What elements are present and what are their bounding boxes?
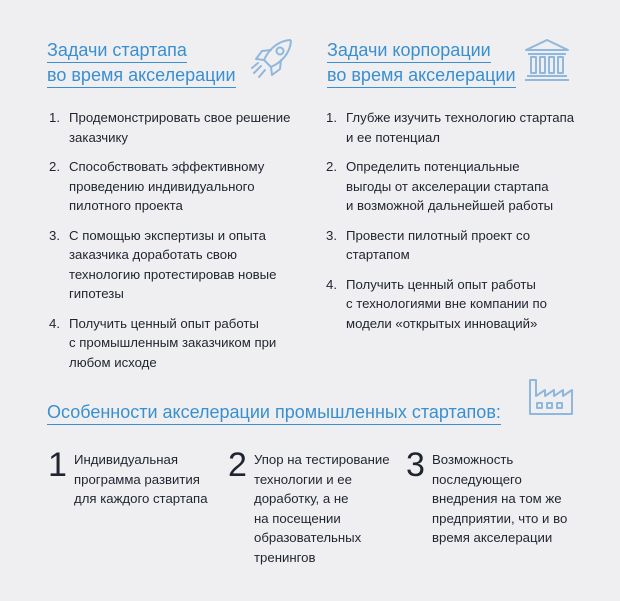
list-item-text: Получить ценный опыт работы с промышленным заказчиком при любом исходе	[69, 315, 277, 370]
feature-item	[406, 448, 567, 548]
feature-text: Индивидуальная программа развития для каждого стартапа	[74, 452, 208, 506]
feature-number: 2	[228, 446, 247, 484]
list-item-text: С помощью экспертизы и опыта заказчика доработать свою технологию протестировав новые гипотезы	[69, 227, 277, 301]
feature-number: 1	[48, 446, 67, 484]
list-item-text: Продемонстрировать свое решение заказчику	[69, 110, 291, 145]
list-item-number: 1.	[49, 110, 60, 125]
list-item-number: 4.	[49, 315, 60, 331]
startup-tasks-title-line-1: Задачи стартапа	[47, 38, 187, 63]
list-item-text: Провести пилотный проект со стартапом	[346, 227, 531, 262]
list-item	[326, 157, 611, 216]
corporation-tasks-title	[327, 38, 516, 88]
list-item-text: Определить потенциальные выгоды от акселерации стартапа и возможной дальнейшей работы	[346, 159, 554, 213]
list-item-number: 1.	[326, 110, 337, 125]
features-title: Особенности акселерации промышленных стартапов:	[47, 400, 501, 425]
list-item-number: 4.	[326, 276, 337, 292]
list-item-text: Получить ценный опыт работы с технологиями вне компании по модели «открытых инноваций»	[346, 276, 547, 331]
list-item-number: 3.	[49, 227, 60, 243]
bank-building-icon	[522, 36, 572, 82]
startup-tasks-title	[47, 38, 236, 88]
list-item	[326, 275, 611, 334]
list-item	[49, 108, 314, 147]
list-item	[326, 108, 611, 147]
list-item	[49, 157, 314, 216]
list-item-text: Способствовать эффективному проведению индивидуального пилотного проекта	[69, 159, 265, 213]
list-item-number: 3.	[326, 227, 337, 243]
feature-item	[48, 448, 208, 509]
feature-number: 3	[406, 446, 425, 484]
startup-tasks-title-line-2: во время акселерации	[47, 63, 236, 88]
list-item	[49, 226, 314, 304]
feature-text: Возможность последующего внедрения на том же предприятии, что и во время акселерации	[432, 452, 568, 545]
rocket-icon	[248, 36, 296, 82]
list-item-number: 2.	[49, 159, 60, 174]
feature-text: Упор на тестирование технологии и ее доработку, а не на посещении образовательных тренингов	[254, 452, 390, 565]
list-item-text: Глубже изучить технологию стартапа и ее потенциал	[346, 110, 575, 145]
list-item-number: 2.	[326, 159, 337, 174]
corporation-tasks-list	[326, 108, 611, 343]
list-item	[326, 226, 611, 265]
corporation-tasks-title-line-1: Задачи корпорации	[327, 38, 491, 63]
list-item	[49, 314, 314, 373]
corporation-tasks-title-line-2: во время акселерации	[327, 63, 516, 88]
feature-item	[228, 448, 390, 567]
startup-tasks-list	[49, 108, 314, 382]
factory-icon	[527, 376, 575, 416]
